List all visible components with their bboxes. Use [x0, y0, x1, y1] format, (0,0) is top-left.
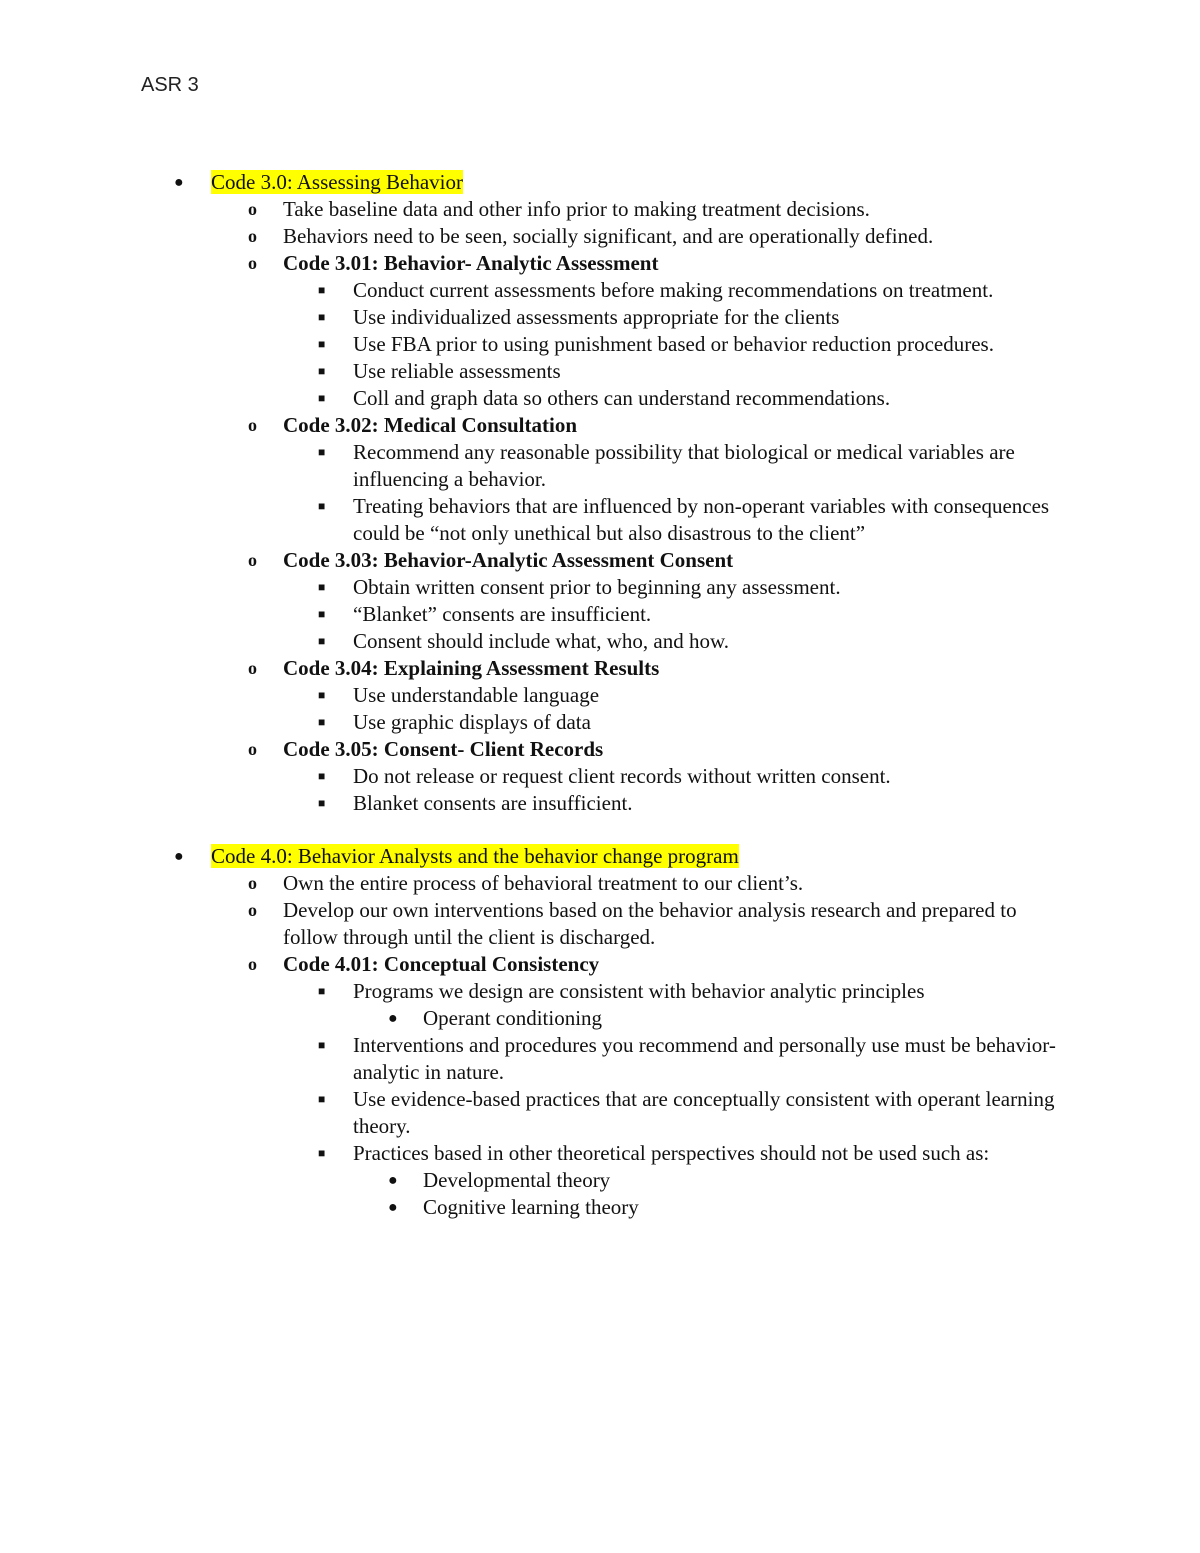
list-item: [0, 870, 1200, 897]
list-item: [0, 493, 1200, 547]
page-header: ASR 3: [141, 74, 199, 96]
list-item: [0, 628, 1200, 655]
bullet-disc-icon: ●: [174, 848, 184, 865]
item-text: Use individualized assessments appropriate for the clients: [353, 305, 840, 329]
bullet-square-icon: ■: [318, 1146, 326, 1160]
item-text: Blanket consents are insufficient.: [353, 791, 633, 815]
code-title: Code 3.02: Medical Consultation: [283, 413, 577, 437]
section-title: Code 4.0: Behavior Analysts and the behavior change program: [211, 844, 739, 868]
section-heading: [0, 843, 1200, 870]
list-item: [0, 1032, 1200, 1086]
section-spacer: [0, 817, 1200, 843]
list-item: [0, 1140, 1200, 1167]
code-heading: [0, 951, 1200, 978]
point-text: Own the entire process of behavioral treatment to our client’s.: [283, 871, 804, 895]
item-text: Coll and graph data so others can understand recommendations.: [353, 386, 891, 410]
bullet-circle-icon: o: [248, 253, 257, 273]
item-text: Obtain written consent prior to beginning any assessment.: [353, 575, 841, 599]
bullet-circle-icon: o: [248, 900, 257, 920]
bullet-square-icon: ■: [318, 580, 326, 594]
item-text: Do not release or request client records without written consent.: [353, 764, 891, 788]
list-item: [0, 574, 1200, 601]
bullet-square-icon: ■: [318, 688, 326, 702]
list-item: [0, 1167, 1200, 1194]
list-item: [0, 385, 1200, 412]
point-text: Take baseline data and other info prior to making treatment decisions.: [283, 197, 870, 221]
item-text: Conduct current assessments before making recommendations on treatment.: [353, 278, 994, 302]
list-item: [0, 1194, 1200, 1221]
bullet-square-icon: ■: [318, 634, 326, 648]
code-title: Code 3.05: Consent- Client Records: [283, 737, 604, 761]
list-item: [0, 978, 1200, 1005]
list-item: [0, 196, 1200, 223]
code-heading: [0, 736, 1200, 763]
item-text: Practices based in other theoretical perspectives should not be used such as:: [353, 1141, 990, 1165]
item-text: Use FBA prior to using punishment based or behavior reduction procedures.: [353, 332, 994, 356]
bullet-circle-icon: o: [248, 873, 257, 893]
bullet-square-icon: ■: [318, 607, 326, 621]
item-text: Programs we design are consistent with behavior analytic principles: [353, 979, 925, 1003]
code-heading: [0, 250, 1200, 277]
code-heading: [0, 655, 1200, 682]
bullet-disc-icon: ●: [388, 1199, 398, 1216]
bullet-square-icon: ■: [318, 1038, 326, 1052]
item-text: Interventions and procedures you recommend and personally use must be behavior-analytic in nature.: [353, 1033, 1056, 1084]
sub-item-text: Developmental theory: [423, 1168, 611, 1192]
item-text: “Blanket” consents are insufficient.: [353, 602, 652, 626]
bullet-circle-icon: o: [248, 199, 257, 219]
bullet-square-icon: ■: [318, 337, 326, 351]
bullet-disc-icon: ●: [174, 174, 184, 191]
bullet-square-icon: ■: [318, 984, 326, 998]
item-text: Treating behaviors that are influenced by non-operant variables with consequences could be “not only unethical but also disastrous to the client”: [353, 494, 1050, 545]
point-text: Behaviors need to be seen, socially significant, and are operationally defined.: [283, 224, 934, 248]
code-title: Code 4.01: Conceptual Consistency: [283, 952, 600, 976]
list-item: [0, 223, 1200, 250]
bullet-circle-icon: o: [248, 658, 257, 678]
bullet-square-icon: ■: [318, 445, 326, 459]
bullet-circle-icon: o: [248, 550, 257, 570]
sub-item-text: Cognitive learning theory: [423, 1195, 639, 1219]
list-item: [0, 1086, 1200, 1140]
bullet-circle-icon: o: [248, 739, 257, 759]
section-title: Code 3.0: Assessing Behavior: [211, 170, 463, 194]
bullet-circle-icon: o: [248, 954, 257, 974]
list-item: [0, 790, 1200, 817]
point-text: Develop our own interventions based on the behavior analysis research and prepared to follow through until the client is discharged.: [283, 898, 1017, 949]
bullet-square-icon: ■: [318, 283, 326, 297]
bullet-square-icon: ■: [318, 796, 326, 810]
bullet-square-icon: ■: [318, 769, 326, 783]
sub-item-text: Operant conditioning: [423, 1006, 603, 1030]
list-item: [0, 331, 1200, 358]
list-item: [0, 763, 1200, 790]
bullet-square-icon: ■: [318, 1092, 326, 1106]
list-item: [0, 277, 1200, 304]
list-item: [0, 1005, 1200, 1032]
code-title: Code 3.01: Behavior- Analytic Assessment: [283, 251, 659, 275]
code-heading: [0, 412, 1200, 439]
bullet-square-icon: ■: [318, 499, 326, 513]
bullet-disc-icon: ●: [388, 1010, 398, 1027]
bullet-circle-icon: o: [248, 226, 257, 246]
list-item: [0, 358, 1200, 385]
bullet-square-icon: ■: [318, 715, 326, 729]
item-text: Use graphic displays of data: [353, 710, 591, 734]
section-heading: [0, 169, 1200, 196]
code-title: Code 3.04: Explaining Assessment Results: [283, 656, 660, 680]
list-item: [0, 601, 1200, 628]
bullet-square-icon: ■: [318, 310, 326, 324]
item-text: Use understandable language: [353, 683, 600, 707]
list-item: [0, 682, 1200, 709]
bullet-disc-icon: ●: [388, 1172, 398, 1189]
item-text: Recommend any reasonable possibility that biological or medical variables are influencing a behavior.: [353, 440, 1015, 491]
list-item: [0, 304, 1200, 331]
item-text: Consent should include what, who, and how.: [353, 629, 730, 653]
item-text: Use evidence-based practices that are conceptually consistent with operant learning theory.: [353, 1087, 1055, 1138]
bullet-square-icon: ■: [318, 391, 326, 405]
item-text: Use reliable assessments: [353, 359, 561, 383]
bullet-square-icon: ■: [318, 364, 326, 378]
document-body: [0, 169, 1200, 1221]
list-item: [0, 897, 1200, 951]
code-heading: [0, 547, 1200, 574]
list-item: [0, 439, 1200, 493]
bullet-circle-icon: o: [248, 415, 257, 435]
code-title: Code 3.03: Behavior-Analytic Assessment Consent: [283, 548, 734, 572]
list-item: [0, 709, 1200, 736]
